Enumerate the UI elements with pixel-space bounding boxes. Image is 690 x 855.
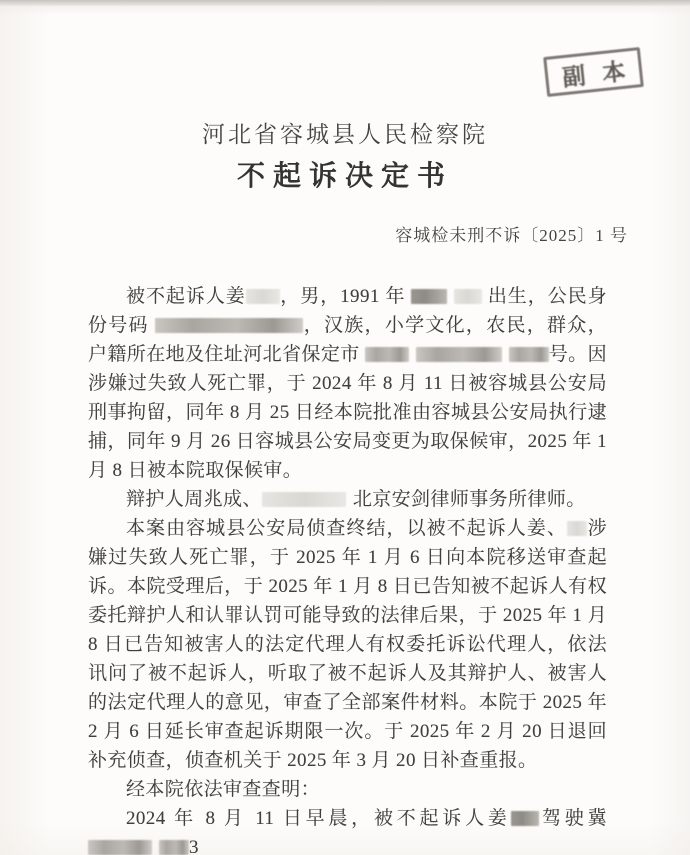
agency-name: 河北省容城县人民检察院: [202, 122, 488, 147]
document-number: 容城检未刑不诉〔2025〕1 号: [395, 226, 628, 245]
redaction-birthdate: [454, 289, 482, 304]
copy-seal-label: 副本: [561, 56, 644, 90]
redaction-license-plate: [159, 840, 189, 855]
redaction-name: [511, 811, 539, 826]
text-segment: ，男，1991 年: [279, 286, 406, 307]
redaction-address: [509, 347, 549, 362]
paragraph-incident-facts: [88, 804, 607, 855]
paragraph-suspect-info: [88, 282, 607, 485]
text-segment: ，汉族，小学文化，农民，群众，户籍所在地及住址河北省保定市: [88, 315, 607, 365]
paragraph-case-procedure: [88, 514, 607, 775]
paragraph-defender-info: [88, 485, 607, 514]
redaction-name: [567, 521, 587, 536]
text-segment: 驾驶冀: [538, 808, 607, 829]
document-title: 不起诉决定书: [236, 161, 453, 192]
text-segment: 北京安剑律师事务所律师。: [352, 489, 586, 510]
redaction-id-number: [155, 318, 303, 333]
text-segment: 涉嫌过失致人死亡罪，于 2025 年 1 月 6 日向本院移送审查起诉。本院受理后，于 2025 年 1 月 8 日已告知被不起诉人有权委托辩护人和认罪认罚可能导致的法律后果，于 2025 年 1 月 8 日已告知被害人的法定代理人有权委托诉讼代理人，依法讯问了被不起诉人，听取了被不起诉人及其辩护人、被害人的法定代理人的意见，审查了全部案件材料。本院于 2025 年 2 月 6 日延长审查起诉期限一次。于 2025 年 2 月 20 日退回补充侦查，侦查机关于 2025 年 3 月 20 日补查重报。: [88, 518, 607, 771]
text-segment: 本案由容城县公安局侦查终结，以被不起诉人姜、: [126, 518, 567, 539]
paragraph-findings-heading: [88, 775, 607, 804]
text-segment: 3: [189, 837, 199, 855]
redaction-license-plate: [88, 840, 152, 855]
scan-edge-artifact: [0, 0, 690, 6]
text-segment: 辩护人周兆成、: [126, 489, 262, 510]
redaction-defender-name: [262, 492, 346, 507]
text-segment: 出生，公民身份号码: [88, 286, 608, 336]
redaction-name: [246, 289, 280, 304]
text-segment: 号。因涉嫌过失致人死亡罪，于 2024 年 8 月 11 日被容城县公安局刑事拘留，同年 8 月 25 日经本院批准由容城县公安局执行逮捕，同年 9 月 26 日容城县公安局变更为取保候审，2025 年 1 月 8 日被本院取保候审。: [88, 344, 607, 481]
document-body: [88, 282, 607, 855]
redaction-address: [365, 347, 409, 362]
text-segment: 经本院依法审查查明：: [126, 779, 321, 800]
text-segment: 被不起诉人姜: [126, 286, 246, 307]
redaction-birthdate: [411, 289, 447, 304]
text-segment: 2024 年 8 月 11 日早晨，被不起诉人姜: [126, 808, 511, 829]
redaction-address: [416, 347, 502, 362]
